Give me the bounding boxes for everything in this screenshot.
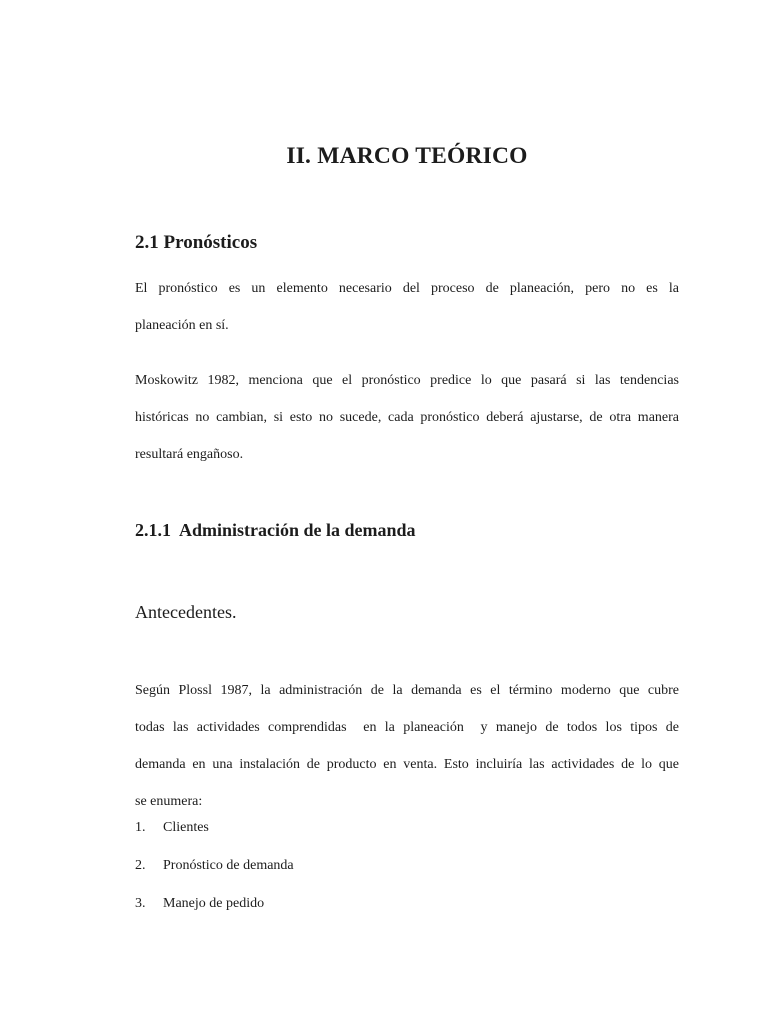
list-item: [135, 847, 679, 885]
text-line: Según Plossl 1987, la administración de la demanda es el término moderno que cubre: [135, 683, 679, 698]
text-line: se enumera:: [135, 794, 203, 809]
list-item: [135, 809, 679, 847]
list-item-number: 2.: [135, 858, 146, 873]
demand-activities-list: [135, 809, 679, 923]
list-item-label: Pronóstico de demanda: [163, 858, 294, 873]
antecedentes-subheading: Antecedentes.: [135, 602, 237, 622]
paragraph-forecast-definition: [135, 270, 679, 344]
list-item: [135, 885, 679, 923]
heading-2-1-pronosticos: 2.1 Pronósticos: [135, 232, 258, 253]
text-line: planeación en sí.: [135, 318, 229, 333]
list-item-label: Manejo de pedido: [163, 896, 265, 911]
document-title: II. MARCO TEÓRICO: [286, 143, 528, 169]
text-line: Moskowitz 1982, menciona que el pronóstico predice lo que pasará si las tendencias: [135, 373, 679, 388]
text-line: El pronóstico es un elemento necesario del proceso de planeación, pero no es la: [135, 281, 679, 296]
list-item-number: 3.: [135, 896, 146, 911]
paragraph-moskowitz: [135, 362, 679, 473]
text-line: todas las actividades comprendidas en la planeación y manejo de todos los tipos de: [135, 720, 679, 735]
heading-2-1-1-administracion-demanda: 2.1.1 Administración de la demanda: [135, 520, 416, 540]
text-line: resultará engañoso.: [135, 447, 244, 462]
text-line: demanda en una instalación de producto en venta. Esto incluiría las actividades de lo que: [135, 757, 679, 772]
list-item-number: 1.: [135, 820, 146, 835]
list-item-label: Clientes: [163, 820, 209, 835]
text-line: históricas no cambian, si esto no sucede, cada pronóstico deberá ajustarse, de otra manera: [135, 410, 679, 425]
paragraph-plossl: [135, 672, 679, 820]
